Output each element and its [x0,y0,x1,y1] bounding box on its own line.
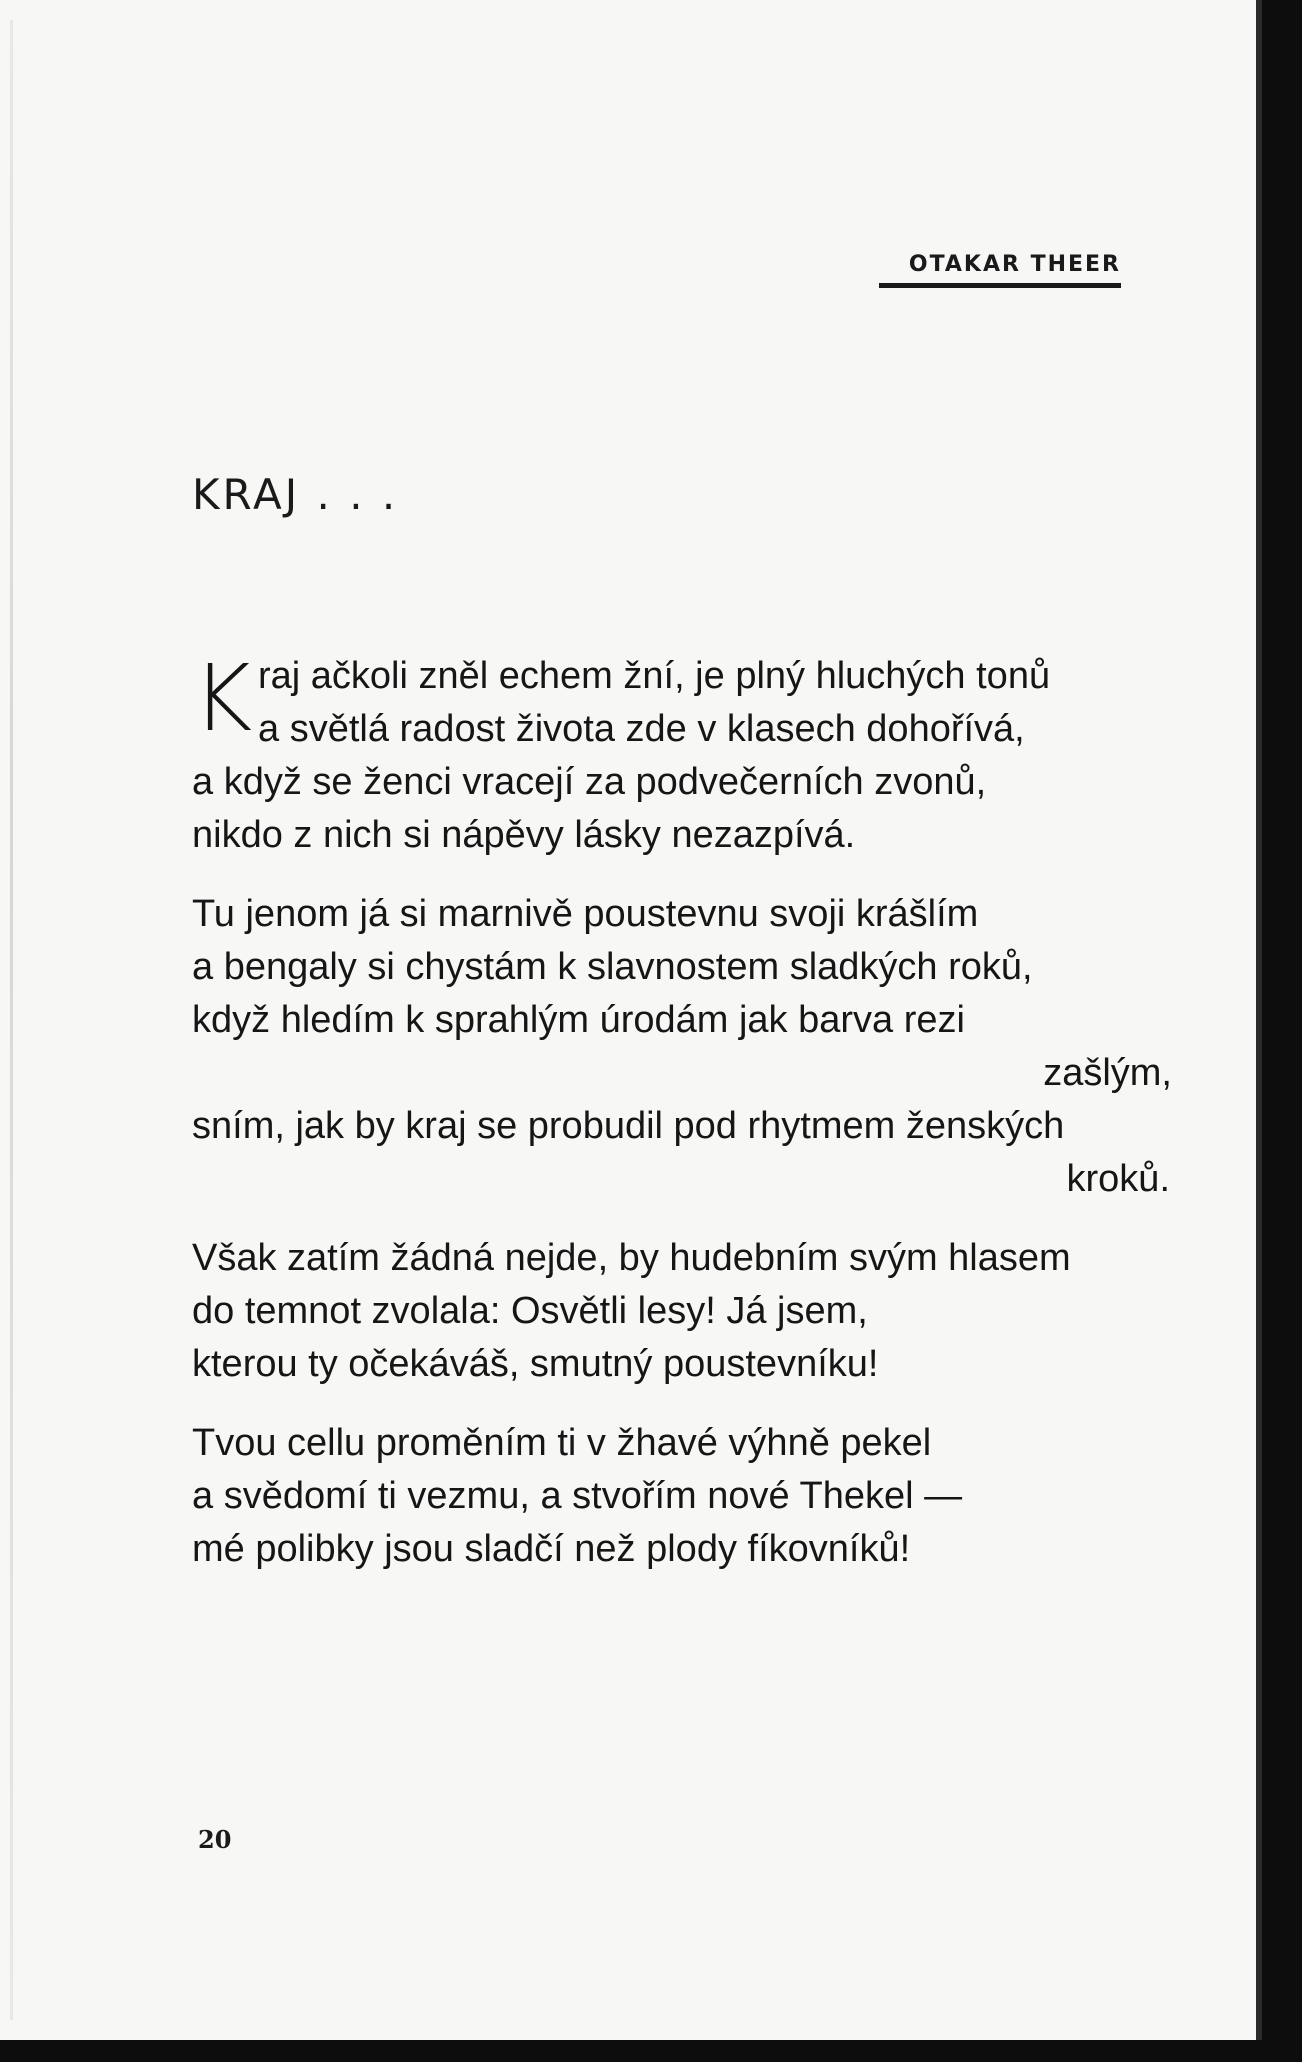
page-number: 20 [198,1825,232,1854]
header-double-rule [879,283,1121,288]
stanza-4 [192,1417,1192,1576]
poem-line: do temnot zvolala: Osvětli lesy! Já jsem, [192,1290,868,1332]
poem-line: a když se ženci vracejí za podvečerních zvonů, [192,761,987,803]
poem-line: sním, jak by kraj se probudil pod rhytmem ženských [192,1105,1065,1147]
poem-line-runover: kroků. [1066,1158,1170,1200]
poem-line: když hledím k sprahlým úrodám jak barva rezi [192,999,965,1041]
stanza-3 [192,1232,1192,1391]
poem-line-runover: zašlým, [1043,1052,1172,1094]
drop-cap: K [192,645,253,752]
poem-body [192,645,1192,1602]
poem-line: a bengaly si chystám k slavnostem sladkých roků, [192,946,1033,988]
poem-line: nikdo z nich si nápěvy lásky nezazpívá. [192,814,856,856]
running-head [879,252,1121,288]
poem-line: mé polibky jsou sladčí než plody fíkovníků! [192,1528,911,1570]
poem-line: Však zatím žádná nejde, by hudebním svým hlasem [192,1237,1071,1279]
line-text: raj ačkoli zněl echem žní, je plný hluchých tonů [258,655,1051,697]
stanza-1 [192,645,1192,862]
poem-line: a svědomí ti vezmu, a stvořím nové Thekel — [192,1475,963,1517]
poem-line: Tvou cellu proměním ti v žhavé výhně pekel [192,1422,932,1464]
poem-line: kterou ty očekáváš, smutný poustevníku! [192,1343,879,1385]
page-edge-shadow [10,20,13,2020]
poem-line: Tu jenom já si marnivě poustevnu svoji krášlím [192,893,979,935]
author-name: OTAKAR THEER [908,252,1121,277]
stanza-2 [192,888,1192,1206]
poem-title: KRAJ . . . [192,470,399,519]
poem-line: a světlá radost života zde v klasech dohořívá, [258,708,1025,750]
